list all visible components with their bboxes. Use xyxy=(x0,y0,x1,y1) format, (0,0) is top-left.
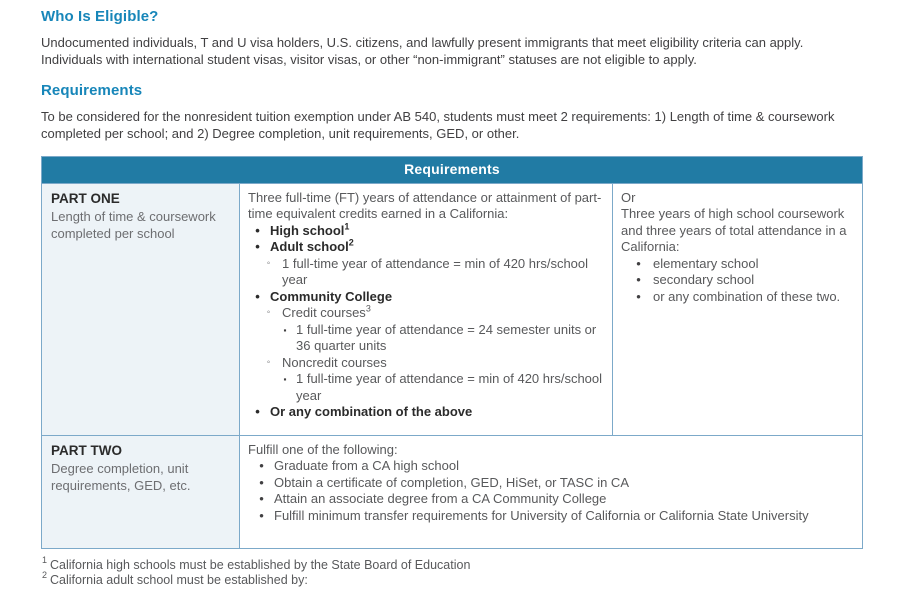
part-one-label-cell xyxy=(42,183,240,435)
footnote xyxy=(42,555,862,573)
part-one-alternative-cell xyxy=(613,183,863,435)
bullet-icon: ◦ xyxy=(266,307,271,318)
list-item-text: 1 full-time year of attendance = 24 semester units or 36 quarter units xyxy=(296,321,597,353)
bullet-icon: • xyxy=(636,272,641,287)
bullet-icon: ◦ xyxy=(266,257,271,269)
list-item-text: Fulfill minimum transfer requirements for University of California or California State University xyxy=(274,507,809,523)
list-item xyxy=(248,491,854,508)
part-two-criteria-list xyxy=(248,458,854,524)
table-header-title: Requirements xyxy=(42,157,863,184)
list-item-text: Credit courses$^3$ xyxy=(282,303,371,320)
footnote-ref: 2 xyxy=(348,237,354,248)
footnote-ref: 1 xyxy=(344,221,350,232)
list-item xyxy=(248,256,604,289)
list-item-text: Obtain a certificate of completion, GED, HiSet, or TASC in CA xyxy=(274,474,629,490)
list-item-text: Graduate from a CA high school xyxy=(274,458,459,473)
list-item-text: Or any combination of the above xyxy=(270,404,473,419)
part-two-subtitle: Degree completion, unit requirements, GED, etc. xyxy=(51,461,191,493)
list-item xyxy=(248,404,604,421)
footnote-number: 2 xyxy=(42,570,48,581)
footnote-ref: 3 xyxy=(365,303,371,314)
list-item xyxy=(248,355,604,372)
list-item xyxy=(248,458,854,475)
footnotes xyxy=(41,555,862,588)
list-item xyxy=(248,305,604,322)
bullet-icon: • xyxy=(259,474,264,490)
bullet-icon: • xyxy=(259,458,264,473)
part-two-intro: Fulfill one of the following: xyxy=(248,441,398,457)
part-one-subtitle: Length of time & coursework completed per school xyxy=(51,209,216,241)
list-item-text: Noncredit courses xyxy=(282,354,387,370)
footnote xyxy=(42,570,862,588)
table-header-row xyxy=(42,157,863,184)
list-item xyxy=(248,322,604,355)
table-row-part-two xyxy=(42,435,863,548)
part-one-criteria-intro: Three full-time (FT) years of attendance or attainment of part-time equivalent credits earned in a California: xyxy=(248,189,602,221)
list-item xyxy=(248,371,604,404)
footnote-number: 1 xyxy=(42,555,48,566)
list-item-text: Adult school$^2$ xyxy=(270,237,354,254)
part-one-title: PART ONE xyxy=(51,190,120,206)
list-item xyxy=(248,289,604,306)
requirements-heading: Requirements xyxy=(41,82,143,99)
list-item xyxy=(621,256,854,273)
bullet-icon: • xyxy=(255,222,260,238)
list-item-text: High school$^1$ xyxy=(270,221,350,238)
requirements-table xyxy=(41,156,863,549)
part-two-title: PART TWO xyxy=(51,442,122,458)
list-item-text: 1 full-time year of attendance = min of 420 hrs/school year xyxy=(296,371,603,403)
who-is-eligible-heading: Who Is Eligible? xyxy=(41,8,159,25)
bullet-icon: • xyxy=(636,255,641,271)
part-two-label-cell xyxy=(42,435,240,548)
bullet-icon: • xyxy=(255,239,260,254)
list-item xyxy=(248,508,854,525)
list-item xyxy=(621,272,854,289)
list-item-text: Community College xyxy=(270,288,393,304)
list-item-text: elementary school xyxy=(653,255,759,271)
list-item-text: secondary school xyxy=(653,272,755,287)
bullet-icon: • xyxy=(259,507,264,523)
bullet-icon: • xyxy=(255,288,260,304)
part-one-criteria-cell xyxy=(240,183,613,435)
list-item-text: 1 full-time year of attendance = min of 420 hrs/school year xyxy=(282,255,589,287)
bullet-icon: ▪ xyxy=(283,374,287,384)
list-item xyxy=(248,239,604,256)
bullet-icon: • xyxy=(636,288,641,304)
bullet-icon: ◦ xyxy=(266,356,271,368)
bullet-icon: ▪ xyxy=(283,324,287,335)
footnote-text: California adult school must be established by: xyxy=(50,572,308,587)
bullet-icon: • xyxy=(259,491,264,506)
or-label: Or xyxy=(621,189,636,205)
part-two-criteria-cell xyxy=(240,435,863,548)
requirements-paragraph: To be considered for the nonresident tuition exemption under AB 540, students must meet 2 requirements: 1) Length of time & coursework completed per school; and 2) Degree completion, unit requirements, GED, or other. xyxy=(41,109,835,141)
part-one-alternative-intro: Three years of high school coursework and three years of total attendance in a California: xyxy=(621,206,847,254)
part-one-alternative-list xyxy=(621,256,854,306)
list-item xyxy=(248,223,604,240)
footnote-text: California high schools must be established by the State Board of Education xyxy=(50,557,471,572)
table-row-part-one xyxy=(42,183,863,435)
bullet-icon: • xyxy=(255,404,260,419)
list-item xyxy=(248,475,854,492)
list-item-text: Attain an associate degree from a CA Community College xyxy=(274,491,607,506)
part-one-criteria-list xyxy=(248,223,604,421)
list-item xyxy=(621,289,854,306)
list-item-text: or any combination of these two. xyxy=(653,288,841,304)
who-is-eligible-paragraph: Undocumented individuals, T and U visa holders, U.S. citizens, and lawfully present immigrants that meet eligibility criteria can apply. Individuals with international student visas, visitor visas, or other “non-immigrant” statuses are not eligible to apply. xyxy=(41,35,804,67)
